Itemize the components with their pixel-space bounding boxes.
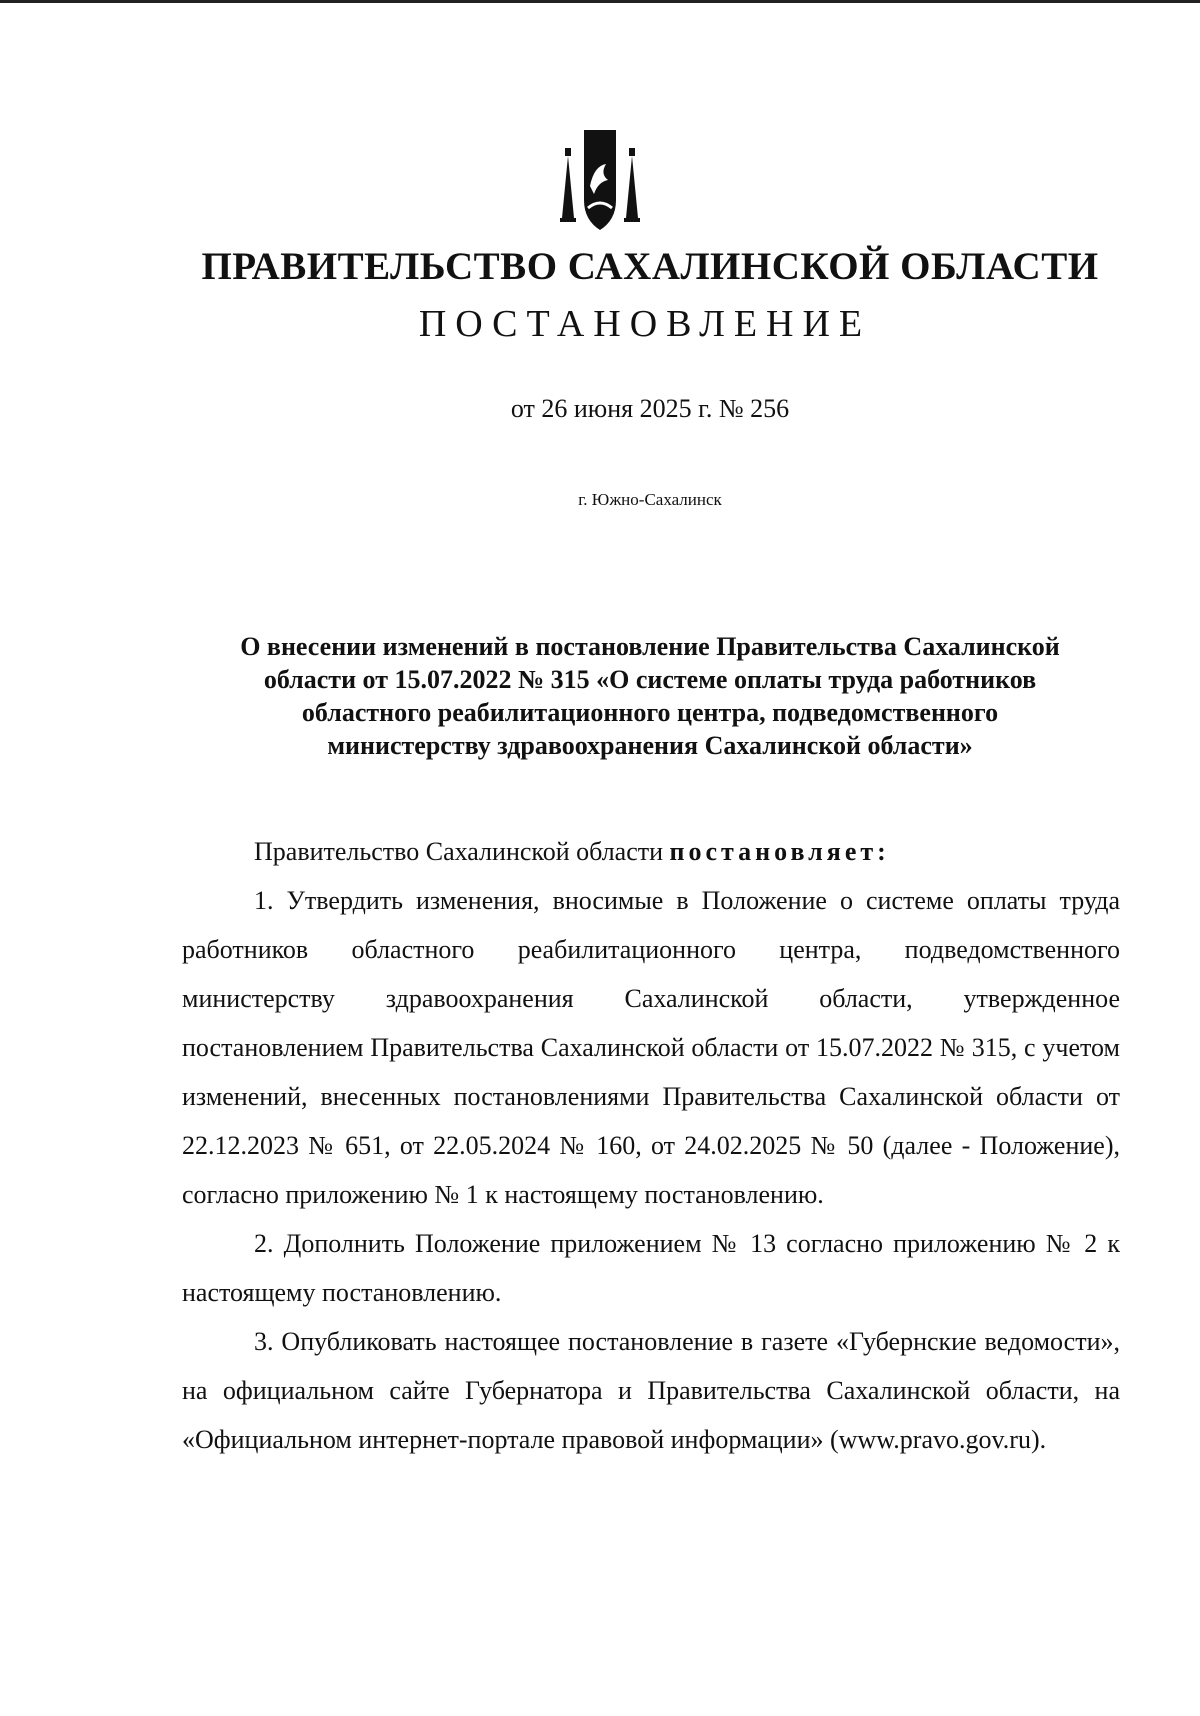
preamble-text: Правительство Сахалинской области <box>254 837 664 866</box>
body-paragraph: 3. Опубликовать настоящее постановление в газете «Губернские ведомости», на официальном сайте Губернатора и Правительства Сахалинской области, на «Официальном интернет-портале правовой информации» (www.pravo.gov.ru). <box>182 1327 1120 1454</box>
sakhalin-coat-of-arms-icon <box>554 128 646 234</box>
scan-top-edge <box>0 0 1200 3</box>
document-body <box>182 827 1120 1464</box>
document-subject <box>180 630 1120 762</box>
body-paragraph: 1. Утвердить изменения, вносимые в Положение о системе оплаты труда работников областного реабилитационного центра, подведомственного министерству здравоохранения Сахалинской области, утвержденное постановлением Правительства Сахалинской области от 15.07.2022 № 315, с учетом изменений, внесенных постановлениями Правительства Сахалинской области от 22.12.2023 № 651, от 22.05.2024 № 160, от 24.02.2025 № 50 (далее - Положение), согласно приложению № 1 к настоящему постановлению. <box>182 886 1120 1209</box>
decree-word: постановляет: <box>669 837 890 866</box>
subject-line: О внесении изменений в постановление Правительства Сахалинской <box>240 632 1060 661</box>
body-paragraph: 2. Дополнить Положение приложением № 13 согласно приложению № 2 к настоящему постановлению. <box>182 1229 1120 1307</box>
government-title: ПРАВИТЕЛЬСТВО САХАЛИНСКОЙ ОБЛАСТИ <box>201 245 1099 288</box>
document-city: г. Южно-Сахалинск <box>578 490 722 509</box>
subject-line: министерству здравоохранения Сахалинской области» <box>327 731 973 760</box>
document-date-number: от 26 июня 2025 г. № 256 <box>510 394 790 423</box>
document-type-heading: ПОСТАНОВЛЕНИЕ <box>418 303 872 345</box>
subject-line: области от 15.07.2022 № 315 «О системе оплаты труда работников <box>263 665 1037 694</box>
preamble-paragraph <box>182 827 1120 876</box>
subject-line: областного реабилитационного центра, подведомственного <box>301 698 999 727</box>
